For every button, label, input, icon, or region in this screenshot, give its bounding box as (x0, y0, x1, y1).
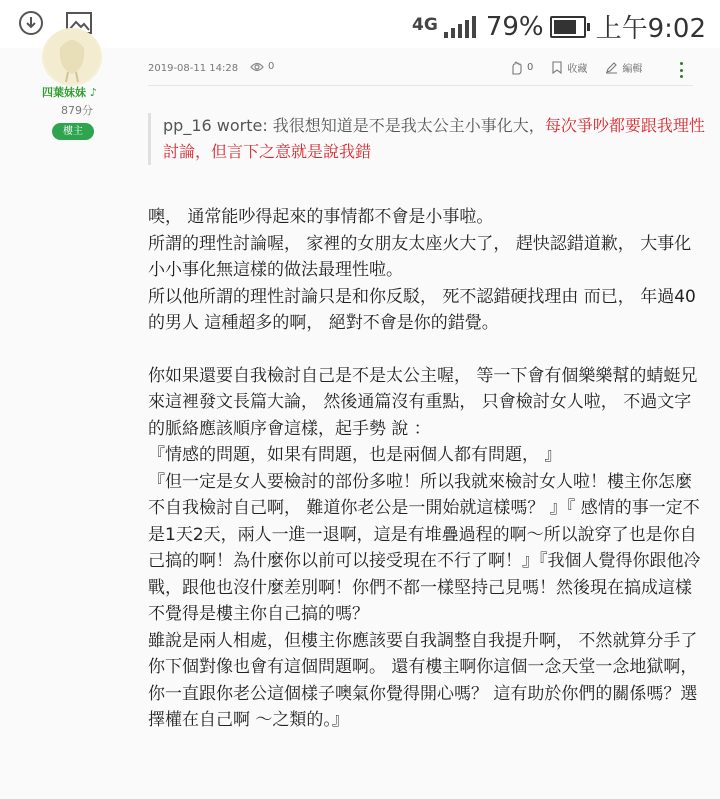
signal-icon (444, 16, 476, 38)
body-line: 所謂的理性討論喔， 家裡的女朋友太座火大了， 趕快認錯道歉， 大事化小小事化無這樣的做法最理性啦。 (148, 233, 692, 280)
bookmark-icon (551, 61, 563, 74)
meta-divider (148, 85, 693, 86)
role-badge: 樓主 (52, 123, 94, 140)
status-right (412, 8, 706, 45)
author-points: 879分 (61, 104, 93, 117)
body-line: 雖說是兩人相處，但樓主你應該要自我調整自我提升啊， 不然就算分手了你下個對像也會有這個問題啊。 還有樓主啊你這個一念天堂一念地獄啊， 你一直跟你老公這個樣子噢氣你覺得開心嗎？ 這有助於你們的關係嗎？選擇權在自己啊 ～之類的。』 (148, 630, 698, 730)
avatar[interactable] (42, 28, 102, 86)
favorite-button[interactable] (551, 60, 587, 75)
favorite-label: 收藏 (567, 64, 588, 75)
download-icon (18, 10, 44, 36)
like-button[interactable] (510, 61, 533, 75)
body-line: 噢， 通常能吵得起來的事情都不會是小事啦。 (148, 207, 494, 227)
battery-icon (550, 16, 586, 38)
edit-button[interactable] (605, 60, 642, 75)
body-line: 『情感的問題，如果有問題，也是兩個人都有問題， 』 (148, 445, 562, 465)
quote-text: pp_16 worte: 我很想知道是不是我太公主小事化大， (163, 116, 545, 135)
paragraph-spacer (148, 337, 708, 363)
quote-highlight: 每次爭吵都要跟我理性討論，但言下之意就是說我錯 (163, 116, 705, 161)
post-actions (510, 60, 660, 75)
pencil-icon (605, 61, 618, 74)
more-options-icon[interactable] (675, 62, 687, 78)
forum-post (0, 48, 720, 799)
clock: 上午9:02 (595, 14, 706, 44)
view-count-value: 0 (268, 61, 275, 72)
battery-percent: 79% (485, 11, 544, 42)
network-indicator: 4G (412, 14, 438, 35)
body-line: 你如果還要自我檢討自己是不是太公主喔， 等一下會有個樂樂幫的蜻蜓兄來這裡發文長篇大論， 然後通篇沒有重點， 只會檢討女人啦， 不過文字的脈絡應該順序會這樣，起手勢 說 ： (148, 365, 698, 439)
hand-icon (510, 61, 523, 75)
post-date: 2019-08-11 14:28 (148, 63, 239, 74)
body-line: 『但一定是女人要檢討的部份多啦！所以我就來檢討女人啦！樓主你怎麼不自我檢討自己啊， 難道你老公是一開始就這樣嗎？ 』『 感情的事一定不是1天2天，兩人一進一退啊，這是有堆疊過程的啊～所以說穿了也是你自己搞的啊！為什麼你以前可以接受現在不行了啊！』『我個人覺得你跟他冷戰，跟他也沒什麼差別啊！你們不都一樣堅持己見嗎！然後現在搞成這樣不覺得是樓主你自己搞的嗎？ (148, 471, 701, 624)
eye-icon (250, 62, 264, 72)
edit-label: 編輯 (622, 64, 643, 75)
body-line: 所以他所謂的理性討論只是和你反駁， 死不認錯硬找理由 而已， 年過40的男人 這種超多的啊， 絕對不會是你的錯覺。 (148, 286, 696, 333)
author-name[interactable]: 四葉妹妹 ♪ (42, 86, 97, 99)
like-count: 0 (527, 62, 534, 73)
quote-block (148, 113, 711, 165)
post-body (148, 204, 708, 734)
view-count (250, 61, 274, 72)
status-bar (0, 0, 720, 48)
